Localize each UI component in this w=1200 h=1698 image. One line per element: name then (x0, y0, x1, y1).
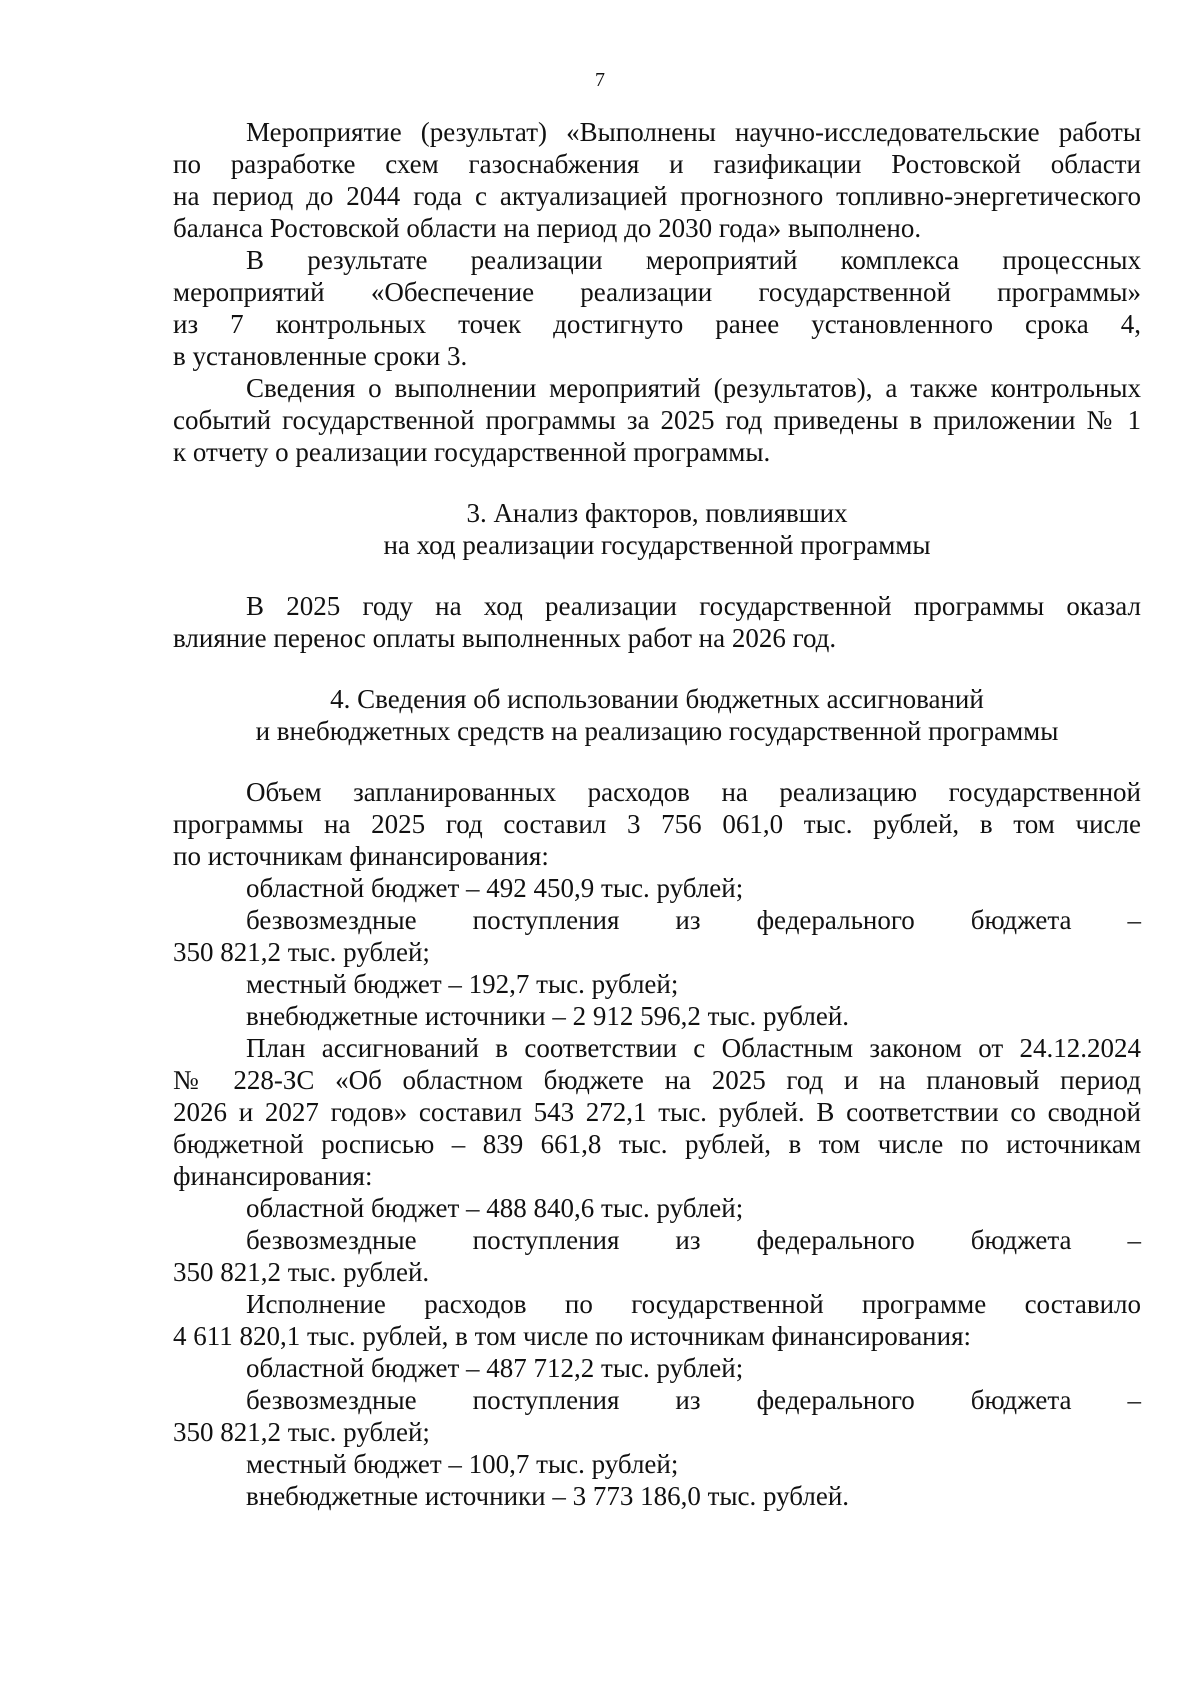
funding-federal: безвозмездные поступления из федерального бюджета – (246, 905, 1141, 935)
text-line: на период до 2044 года с актуализацией прогнозного топливно-энергетического (173, 181, 1141, 211)
funding-regional: областной бюджет – 488 840,6 тыс. рублей; (246, 1193, 744, 1223)
paragraph-event-result (173, 116, 1141, 244)
section-3-heading (173, 497, 1141, 561)
paragraph-appendix-reference (173, 372, 1141, 468)
text-line: баланса Ростовской области на период до 2030 года» выполнено. (173, 213, 922, 243)
text-line: Объем запланированных расходов на реализацию государственной (246, 777, 1141, 807)
spacer (173, 561, 1141, 590)
text-line: из 7 контрольных точек достигнуто ранее установленного срока 4, (173, 309, 1141, 339)
text-line: Мероприятие (результат) «Выполнены научно-исследовательские работы (246, 117, 1141, 147)
spacer (173, 468, 1141, 497)
funding-regional: областной бюджет – 492 450,9 тыс. рублей; (246, 873, 744, 903)
text-line: Сведения о выполнении мероприятий (результатов), а также контрольных (246, 373, 1141, 403)
paragraph-execution (173, 1288, 1141, 1512)
funding-federal: безвозмездные поступления из федерального бюджета – (246, 1225, 1141, 1255)
text-line: 2026 и 2027 годов» составил 543 272,1 тыс. рублей. В соответствии со сводной (173, 1097, 1141, 1127)
funding-regional: областной бюджет – 487 712,2 тыс. рублей; (246, 1353, 744, 1383)
text-line: В 2025 году на ход реализации государственной программы оказал (246, 591, 1141, 621)
text-line: План ассигнований в соответствии с Областным законом от 24.12.2024 (246, 1033, 1141, 1063)
text-line: событий государственной программы за 2025 год приведены в приложении № 1 (173, 405, 1141, 435)
text-line: № 228-ЗС «Об областном бюджете на 2025 год и на плановый период (173, 1065, 1141, 1095)
page-number: 7 (595, 69, 605, 91)
heading-line: 4. Сведения об использовании бюджетных ассигнований (330, 684, 984, 714)
text-line: влияние перенос оплаты выполненных работ на 2026 год. (173, 623, 837, 653)
text-line: мероприятий «Обеспечение реализации государственной программы» (173, 277, 1141, 307)
text-line: финансирования: (173, 1161, 373, 1191)
section-4-heading (173, 683, 1141, 747)
page-content (173, 116, 1141, 1512)
funding-extrabudgetary: внебюджетные источники – 2 912 596,2 тыс. рублей. (246, 1001, 850, 1031)
text-line: В результате реализации мероприятий комплекса процессных (246, 245, 1141, 275)
text-line: 4 611 820,1 тыс. рублей, в том числе по источникам финансирования: (173, 1321, 972, 1351)
funding-federal-amount: 350 821,2 тыс. рублей; (173, 937, 430, 967)
funding-federal-amount: 350 821,2 тыс. рублей; (173, 1417, 430, 1447)
text-line: бюджетной росписью – 839 661,8 тыс. рублей, в том числе по источникам (173, 1129, 1141, 1159)
funding-federal: безвозмездные поступления из федерального бюджета – (246, 1385, 1141, 1415)
text-line: по источникам финансирования: (173, 841, 549, 871)
text-line: Исполнение расходов по государственной программе составило (246, 1289, 1141, 1319)
text-line: программы на 2025 год составил 3 756 061,0 тыс. рублей, в том числе (173, 809, 1141, 839)
spacer (173, 654, 1141, 683)
spacer (173, 747, 1141, 776)
heading-line: и внебюджетных средств на реализацию государственной программы (255, 716, 1059, 746)
funding-local: местный бюджет – 192,7 тыс. рублей; (246, 969, 679, 999)
funding-local: местный бюджет – 100,7 тыс. рублей; (246, 1449, 679, 1479)
text-line: по разработке схем газоснабжения и газификации Ростовской области (173, 149, 1141, 179)
text-line: в установленные сроки 3. (173, 341, 468, 371)
heading-line: на ход реализации государственной программы (383, 530, 931, 560)
paragraph-planned-expenses (173, 776, 1141, 1032)
funding-extrabudgetary: внебюджетные источники – 3 773 186,0 тыс. рублей. (246, 1481, 850, 1511)
paragraph-appropriations-plan (173, 1032, 1141, 1288)
heading-line: 3. Анализ факторов, повлиявших (466, 498, 848, 528)
paragraph-control-points (173, 244, 1141, 372)
funding-federal-amount: 350 821,2 тыс. рублей. (173, 1257, 430, 1287)
paragraph-factors (173, 590, 1141, 654)
text-line: к отчету о реализации государственной программы. (173, 437, 771, 467)
